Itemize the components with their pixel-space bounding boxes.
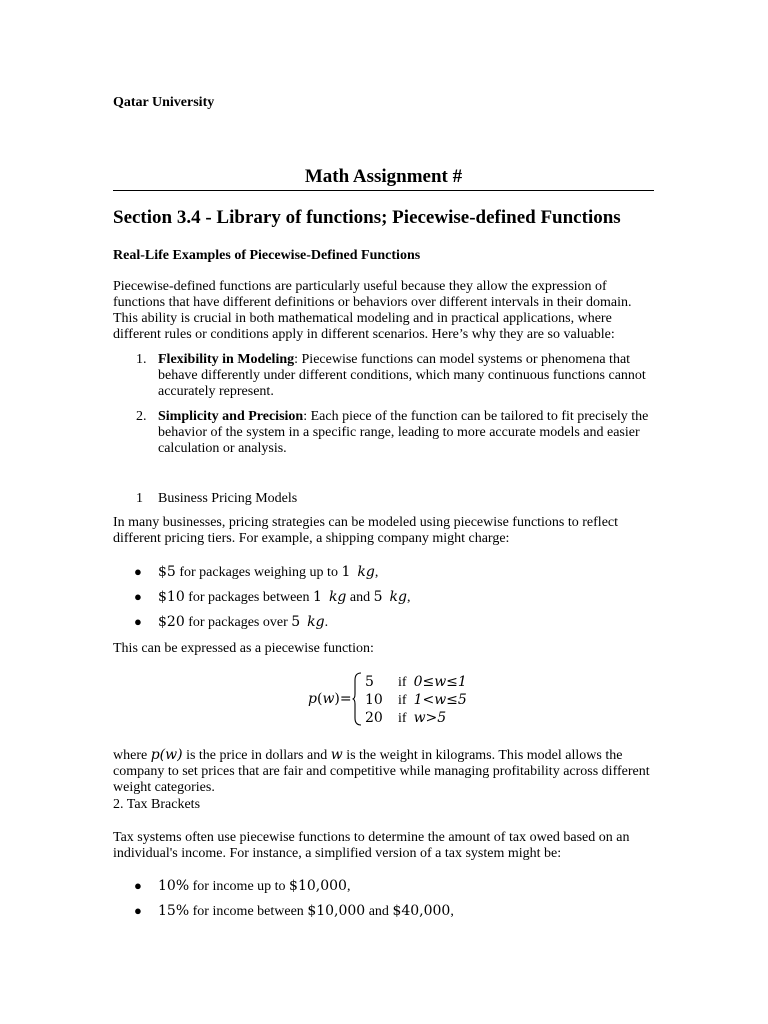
example1-intro: In many businesses, pricing strategies can be modeled using piecewise functions to reflect different pricing tiers. For example, a shipping company might charge: [113,515,619,546]
list-item [134,564,378,581]
weight-value: 5 [373,589,383,605]
punctuation: , [346,879,351,894]
formula-case-1: 5 if 0≤w≤1 [365,674,467,690]
unit: kg [389,589,407,605]
punctuation: , [406,590,411,605]
price: $10 [158,589,185,605]
formula-case-3: 20 if w>5 [365,710,447,726]
subheading: Real-Life Examples of Piecewise-Defined Functions [113,248,421,263]
bullet-icon: ● [134,878,142,893]
left-brace-icon [352,672,362,726]
bullet-text: for packages between [184,590,314,605]
income-value: $40,000 [392,903,451,919]
list-item [134,614,328,631]
piecewise-formula [308,672,508,728]
tax-rate: 15% [158,903,190,919]
punctuation: . [324,615,329,630]
punctuation: , [374,565,379,580]
example2-intro: Tax systems often use piecewise functions to determine the amount of tax owed based on an individual's income. For instance, a simplified version of a tax system might be: [113,830,630,861]
bullet-icon: ● [134,589,142,604]
reason-number: 2. [136,409,147,424]
example1-number: 1 [136,491,143,506]
reason-title: Simplicity and Precision [158,409,304,424]
unit: kg [328,589,347,605]
bullet-text: and [346,590,374,605]
example1-title: Business Pricing Models [158,491,298,506]
reason-text: : Piecewise functions can model systems or phenomena that behave differently under different conditions, which many continuous functions cannot accurately represent. [158,352,646,399]
bullet-icon: ● [134,614,142,629]
income-value: $10,000 [289,878,347,894]
tax-rate: 10% [158,878,190,894]
bullet-text: for income between [189,904,308,919]
bullet-text: and [365,904,393,919]
price: $5 [158,564,176,580]
price: $20 [158,614,185,630]
income-value: $10,000 [307,903,366,919]
bullet-text: for packages over [184,615,292,630]
page-title: Math Assignment # [304,166,463,187]
bullet-text: for packages weighing up to [175,565,342,580]
weight-value: 1 [313,589,322,605]
bullet-icon: ● [134,903,142,918]
formula-case-2: 10 if 1<w≤5 [365,692,467,708]
unit: kg [357,564,375,580]
bullet-icon: ● [134,564,142,579]
title-divider [113,190,654,191]
formula-intro: This can be expressed as a piecewise function: [113,641,374,656]
reason-item-2 [136,409,656,457]
unit: kg [307,614,325,630]
section-title: Section 3.4 - Library of functions; Piecewise-defined Functions [113,207,621,228]
weight-value: 1 [341,564,351,580]
reason-title: Flexibility in Modeling [158,352,295,367]
reason-item-1 [136,352,656,400]
university-name: Qatar University [113,95,215,110]
intro-paragraph: Piecewise-defined functions are particularly useful because they allow the expression of functions that have different definitions or behaviors over different intervals in their domain. This ability is crucial in both mathematical modeling and in practical applications, where different rules or conditions apply in different scenarios. Here’s why they are so valuable: [113,279,632,342]
formula-explanation: where p(w) is the price in dollars and w is the weight in kilograms. This model allows the company to set prices that are fair and competitive while managing profitability across different weight categories. [113,747,650,795]
list-item [134,878,350,895]
punctuation: , [450,904,454,919]
reason-text: : Each piece of the function can be tailored to fit precisely the behavior of the system in a specific range, leading to more accurate models and easier calculation or analysis. [158,409,649,456]
list-item [134,589,410,606]
example2-heading: 2. Tax Brackets [113,797,201,812]
weight-value: 5 [291,614,301,630]
bullet-text: for income up to [189,879,290,894]
formula-lhs: p(w)= [308,691,352,707]
reason-number: 1. [136,352,147,367]
example1-heading [136,491,298,507]
list-item [134,903,454,920]
